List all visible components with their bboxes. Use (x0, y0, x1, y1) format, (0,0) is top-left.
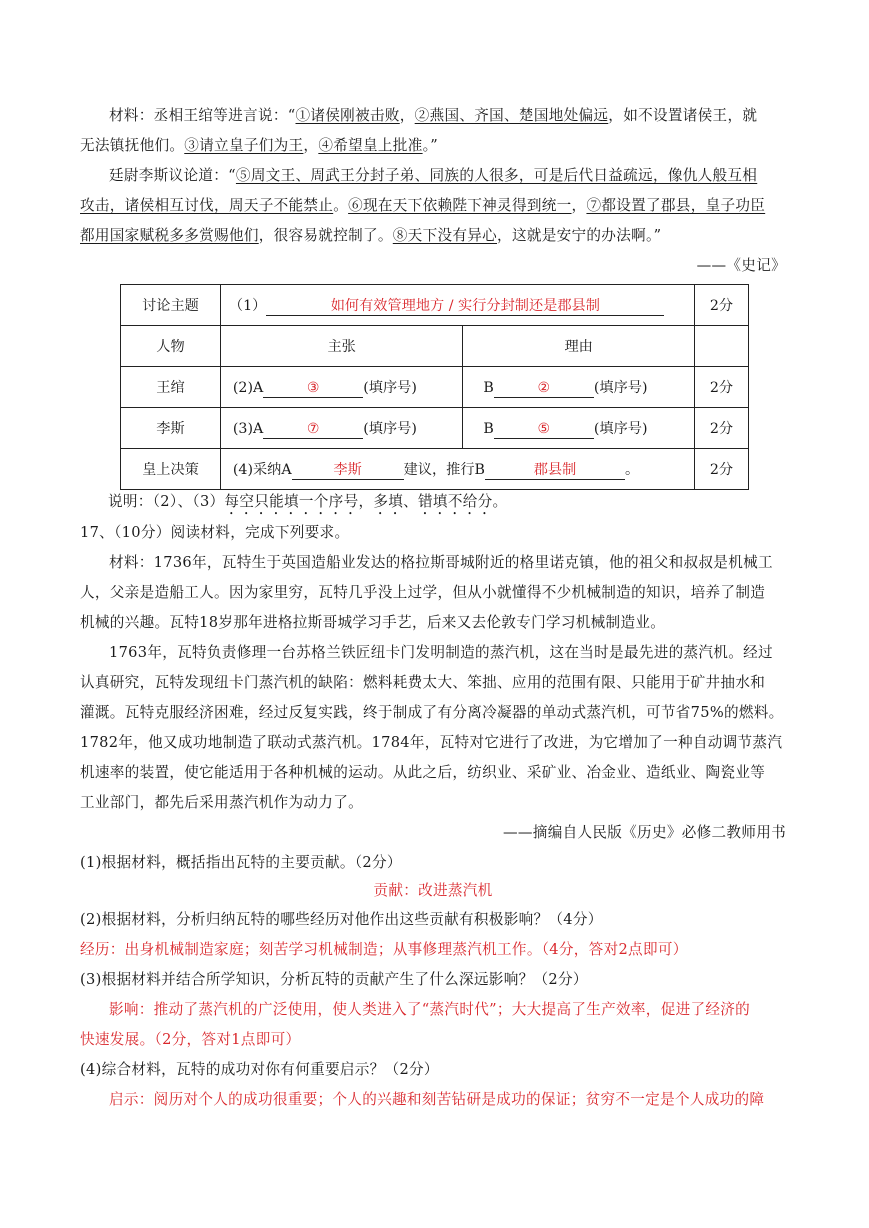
underlined-sentence-6: ⑥现在天下依赖陛下神灵得到统一 (348, 197, 572, 214)
discussion-table (120, 284, 749, 490)
q17-answer-1: 贡献：改进蒸汽机 (373, 882, 493, 899)
table-row (121, 449, 749, 490)
table-note (108, 487, 814, 518)
header-claim: 主张 (220, 326, 463, 367)
underlined-sentence-5-cont: 攻击，诸侯相互讨伐，周天子不能禁止 (80, 197, 334, 214)
text: 说明：（2）、（3） (108, 493, 225, 510)
material-source: ——《史记》 (696, 257, 786, 274)
topic-cell (220, 285, 694, 326)
q17-material-line: 灌溉。瓦特克服经济困难，经过反复实践，终于制成了有分离冷凝器的单动式蒸汽机，可节省75%的燃料。 (80, 704, 784, 721)
text: （1） (228, 297, 267, 314)
answer: ⑦ (263, 420, 363, 439)
decision-cell (220, 449, 694, 490)
reason-cell (463, 367, 694, 408)
underlined-sentence-1: ①诸侯刚被击败 (295, 107, 400, 124)
text: 。 (624, 461, 640, 478)
text: 建议，推行B (403, 461, 485, 478)
q17-sub-question-4: (4)综合材料，瓦特的成功对你有何重要启示？（2分） (80, 1061, 439, 1078)
header-reason: 理由 (463, 326, 694, 367)
q17-material-line: 工业部门，都先后采用蒸汽机作为动力了。 (80, 794, 363, 811)
topic-label: 讨论主题 (121, 285, 221, 326)
table-row (121, 326, 749, 367)
text: 。 (333, 197, 349, 214)
score: 2分 (694, 285, 748, 326)
text: (2)A (232, 379, 264, 396)
text: ，这就是安宁的办法啊。” (497, 227, 662, 244)
text: (3)A (232, 420, 264, 437)
underlined-sentence-3: ③请立皇子们为王 (184, 137, 304, 154)
material-line-1 (80, 101, 786, 132)
score: 2分 (694, 449, 748, 490)
material-line-2 (80, 131, 786, 162)
answer: ③ (263, 379, 363, 398)
person-wangwan: 王绾 (121, 367, 221, 408)
q17-material-line: 认真研究，瓦特发现纽卡门蒸汽机的缺陷：燃料耗费太大、笨拙、应用的范围有限、只能用于矿井抽水和 (80, 674, 766, 691)
answer: 李斯 (292, 461, 404, 480)
material-line-4 (80, 191, 786, 222)
material-line-3 (80, 161, 786, 192)
score: 2分 (694, 408, 748, 449)
claim-cell (220, 408, 463, 449)
underlined-sentence-5: ⑤周文王、周武王分封子弟、同族的人很多，可是后代日益疏远，像仇人般互相 (235, 167, 758, 184)
text: 廷尉李斯议论道：“ (109, 167, 236, 184)
q17-sub-question-2: (2)根据材料，分析归纳瓦特的哪些经历对他作出这些贡献有积极影响？（4分） (80, 911, 603, 928)
question-17-heading: 17、（10分）阅读材料，完成下列要求。 (80, 524, 350, 541)
q17-answer-3: 影响：推动了蒸汽机的广泛使用，使人类进入了“蒸汽时代”；大大提高了生产效率，促进了经济的 (109, 1001, 751, 1018)
text: 。 (492, 493, 508, 510)
answer: ② (494, 379, 594, 398)
q17-sub-question-3: (3)根据材料并结合所学知识，分析瓦特的贡献产生了什么深远影响？（2分） (80, 971, 588, 988)
q17-material-line: 人，父亲是造船工人。因为家里穷，瓦特几乎没上过学，但从小就懂得不少机械制造的知识，培养了制造 (80, 584, 766, 601)
score: 2分 (694, 367, 748, 408)
q17-answer-2: 经历：出身机械制造家庭；刻苦学习机械制造；从事修理蒸汽机工作。（4分，答对2点即可） (80, 941, 688, 958)
text: ， (399, 107, 415, 124)
text: 无法镇抚他们。 (80, 137, 185, 154)
header-person: 人物 (121, 326, 221, 367)
emperor-decision: 皇上决策 (121, 449, 221, 490)
q17-material-line: 机械的兴趣。瓦特18岁那年进格拉斯哥城学习手艺，后来又去伦敦专门学习机械制造业。 (80, 614, 666, 631)
person-lisi: 李斯 (121, 408, 221, 449)
table-row (121, 285, 749, 326)
q17-answer-3-cont: 快速发展。（2分，答对1点即可） (80, 1031, 301, 1048)
underlined-sentence-8: ⑧天下没有异心 (392, 227, 498, 244)
claim-cell (220, 367, 463, 408)
topic-answer: 如何有效管理地方 / 实行分封制还是郡县制 (266, 297, 664, 316)
q17-sub-question-1: (1)根据材料，概括指出瓦特的主要贡献。（2分） (80, 854, 402, 871)
underlined-sentence-4: ④希望皇上批准 (318, 137, 423, 154)
header-score-empty (694, 326, 748, 367)
underlined-sentence-7-cont: 都用国家赋税多多赏赐他们 (80, 227, 259, 244)
material-line-5 (80, 221, 786, 252)
underlined-sentence-7: ⑦都设置了郡县，皇子功臣 (586, 197, 766, 214)
text: B (483, 420, 494, 437)
underlined-sentence-2: ②燕国、齐国、楚国地处偏远 (414, 107, 609, 124)
answer: 郡县制 (485, 461, 625, 480)
q17-material-line: 1763年，瓦特负责修理一台苏格兰铁匠纽卡门发明制造的蒸汽机，这在当时是最先进的蒸汽机。经过 (109, 644, 773, 661)
text: ，如不设置诸侯王，就 (608, 107, 758, 124)
table-row (121, 367, 749, 408)
q17-material-line: 材料：1736年，瓦特生于英国造船业发达的格拉斯哥城附近的格里诺克镇，他的祖父和叔叔是机械工 (109, 554, 773, 571)
emphasized-text: 每空只能填一个序号，多填、错填不给分 (224, 493, 493, 510)
text: (填序号) (593, 420, 648, 437)
text: (填序号) (593, 379, 648, 396)
q17-material-line: 机速率的装置，使它能适用于各种机械的运动。从此之后，纺织业、采矿业、冶金业、造纸业、陶瓷业等 (80, 764, 766, 781)
answer: ⑤ (494, 420, 594, 439)
text: B (483, 379, 494, 396)
text: 。” (422, 137, 438, 154)
q17-source: ——摘编自人民版《历史》必修二教师用书 (503, 824, 786, 841)
q17-answer-4: 启示：阅历对个人的成功很重要；个人的兴趣和刻苦钻研是成功的保证；贫穷不一定是个人成功的障 (109, 1091, 765, 1108)
table-row (121, 408, 749, 449)
text: (4)采纳A (232, 461, 292, 478)
text: 材料：丞相王绾等进言说：“ (109, 107, 296, 124)
q17-material-line: 1782年，他又成功地制造了联动式蒸汽机。1784年，瓦特对它进行了改进，为它增加了一种自动调节蒸汽 (80, 734, 783, 751)
text: ， (571, 197, 587, 214)
text: (填序号) (363, 379, 417, 396)
text: ， (303, 137, 319, 154)
reason-cell (463, 408, 694, 449)
text: (填序号) (363, 420, 417, 437)
text: ，很容易就控制了。 (258, 227, 393, 244)
